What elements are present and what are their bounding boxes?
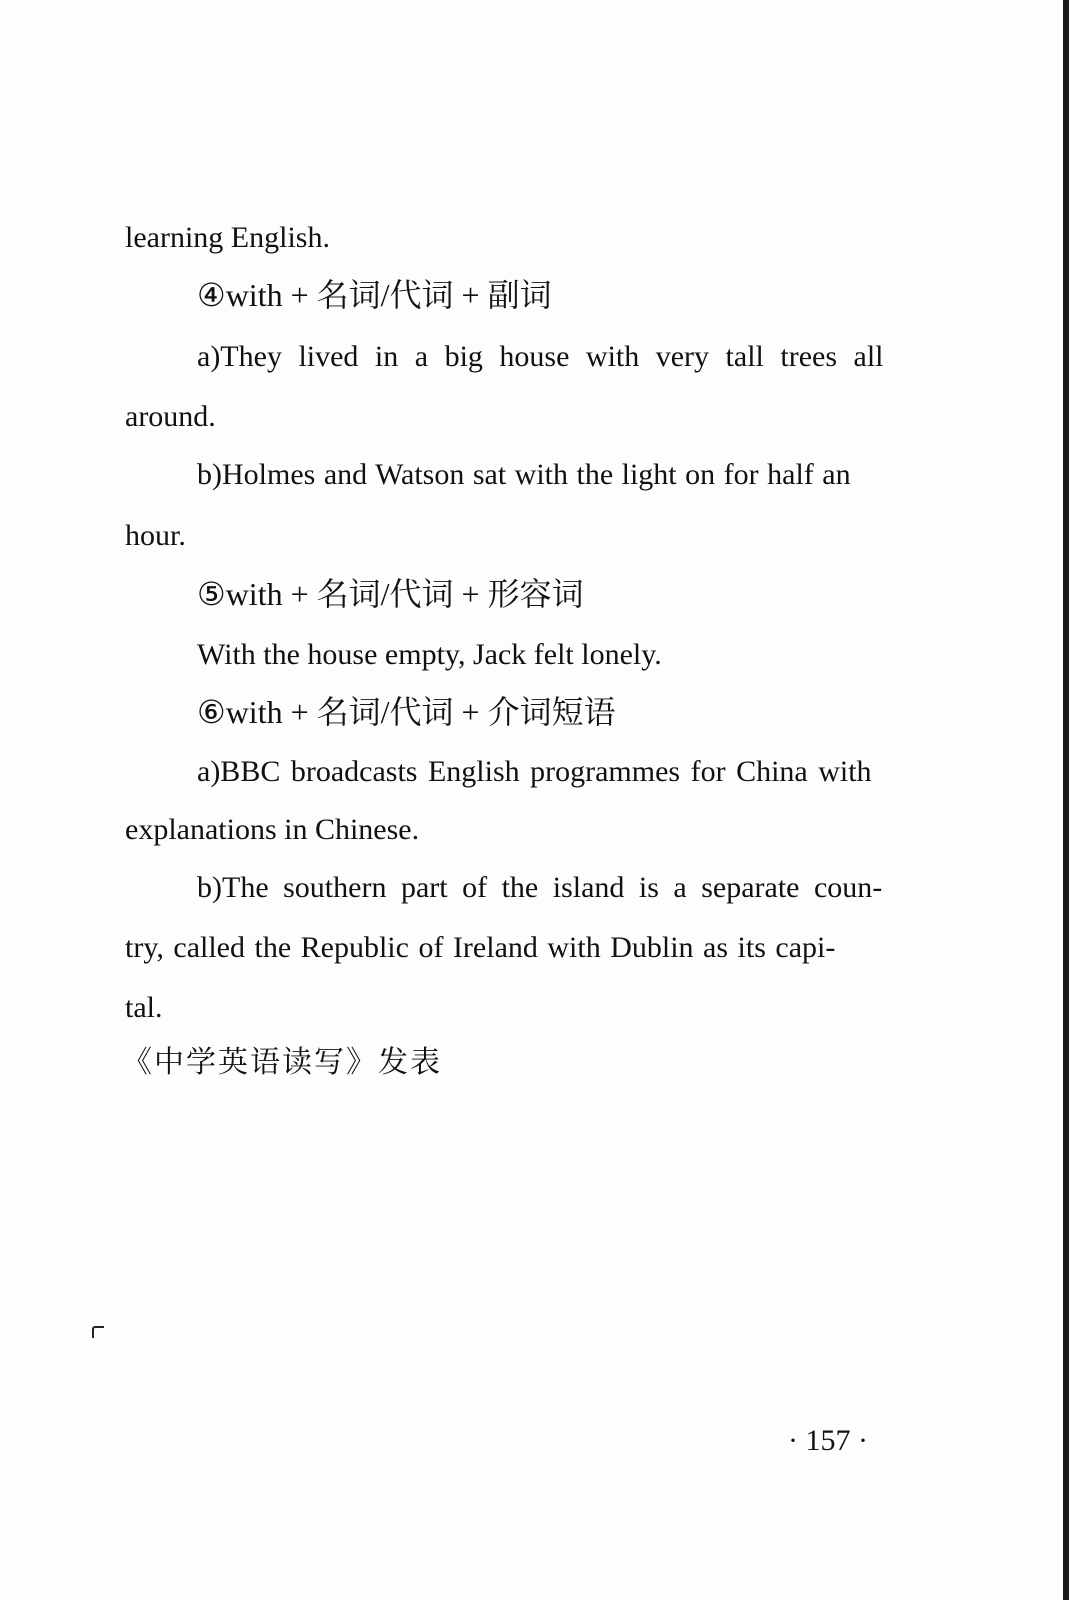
page-number: · 157 · — [788, 1424, 868, 1457]
example-5-line: With the house empty, Jack felt lonely. — [197, 638, 662, 671]
page-edge-shadow — [1063, 0, 1069, 1600]
heading-with-noun-prepositional-phrase: ⑥with + 名词/代词 + 介词短语 — [197, 694, 616, 730]
example-6a-line-1: a)BBC broadcasts English programmes for China with — [197, 755, 872, 788]
example-6b-line-2: try, called the Republic of Ireland with Dublin as its capi- — [125, 931, 836, 964]
text-line-learning-english: learning English. — [125, 221, 330, 254]
example-4a-line-1: a)They lived in a big house with very tall trees all — [197, 340, 884, 373]
heading-with-noun-adverb: ④with + 名词/代词 + 副词 — [197, 277, 552, 313]
example-4b-line-1: b)Holmes and Watson sat with the light on for half an — [197, 458, 851, 491]
example-4a-line-2: around. — [125, 400, 216, 433]
example-4b-line-2: hour. — [125, 519, 186, 552]
source-note: 《中学英语读写》发表 — [122, 1045, 442, 1080]
example-6b-line-1: b)The southern part of the island is a separate coun- — [197, 871, 883, 904]
print-speck — [92, 1326, 104, 1338]
heading-with-noun-adjective: ⑤with + 名词/代词 + 形容词 — [197, 576, 584, 612]
example-6b-line-3: tal. — [125, 991, 163, 1024]
example-6a-line-2: explanations in Chinese. — [125, 813, 420, 846]
